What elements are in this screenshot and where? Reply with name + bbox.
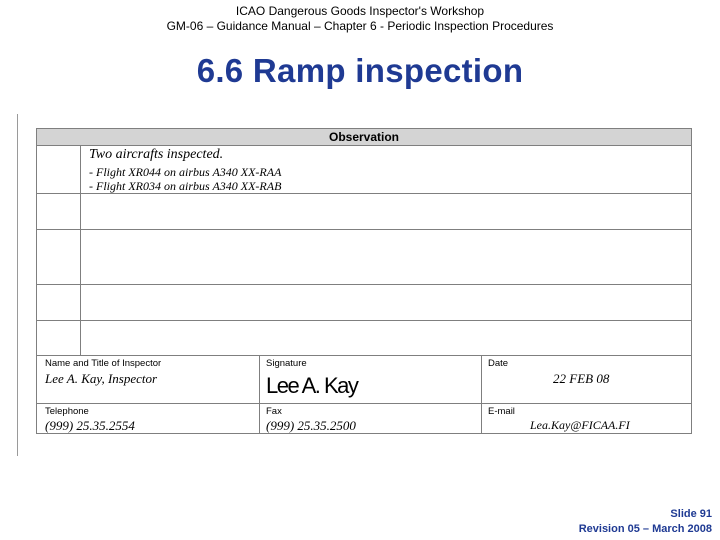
date-column-divider [481, 355, 482, 433]
header-manual-subtitle: GM-06 – Guidance Manual – Chapter 6 - Periodic Inspection Procedures [166, 19, 554, 33]
telephone-value: (999) 25.35.2554 [45, 418, 135, 433]
observation-line: - Flight XR044 on airbus A340 XX-RAA [89, 165, 282, 179]
email-value: Lea.Kay@FICAA.FI [530, 418, 630, 432]
observation-line: - Flight XR034 on airbus A340 XX-RAB [89, 179, 282, 193]
observation-index-column-divider [80, 146, 81, 355]
row-divider [37, 229, 691, 230]
observation-form [36, 128, 692, 434]
observation-header: Observation [37, 129, 691, 146]
row-divider [37, 355, 691, 356]
email-label: E-mail [488, 406, 515, 417]
row-divider [37, 320, 691, 321]
signature-column-divider [259, 355, 260, 433]
signature-label: Signature [266, 358, 307, 369]
row-divider [37, 403, 691, 404]
signature-value: Lee A. Kay [266, 373, 358, 398]
slide-number: Slide 91 [670, 508, 712, 520]
inspector-name-value: Lee A. Kay, Inspector [45, 371, 158, 386]
telephone-label: Telephone [45, 406, 89, 417]
observation-line: Two aircrafts inspected. [89, 147, 224, 162]
slide-title: 6.6 Ramp inspection [196, 52, 524, 89]
revision-note: Revision 05 – March 2008 [578, 523, 712, 535]
date-label: Date [488, 358, 509, 369]
header-workshop-title: ICAO Dangerous Goods Inspector's Workshop [235, 4, 485, 18]
fax-label: Fax [266, 406, 282, 417]
row-divider [37, 284, 691, 285]
fax-value: (999) 25.35.2500 [266, 418, 356, 433]
left-margin-rule [17, 114, 18, 456]
inspector-name-label: Name and Title of Inspector [45, 358, 162, 369]
date-value: 22 FEB 08 [553, 371, 610, 386]
